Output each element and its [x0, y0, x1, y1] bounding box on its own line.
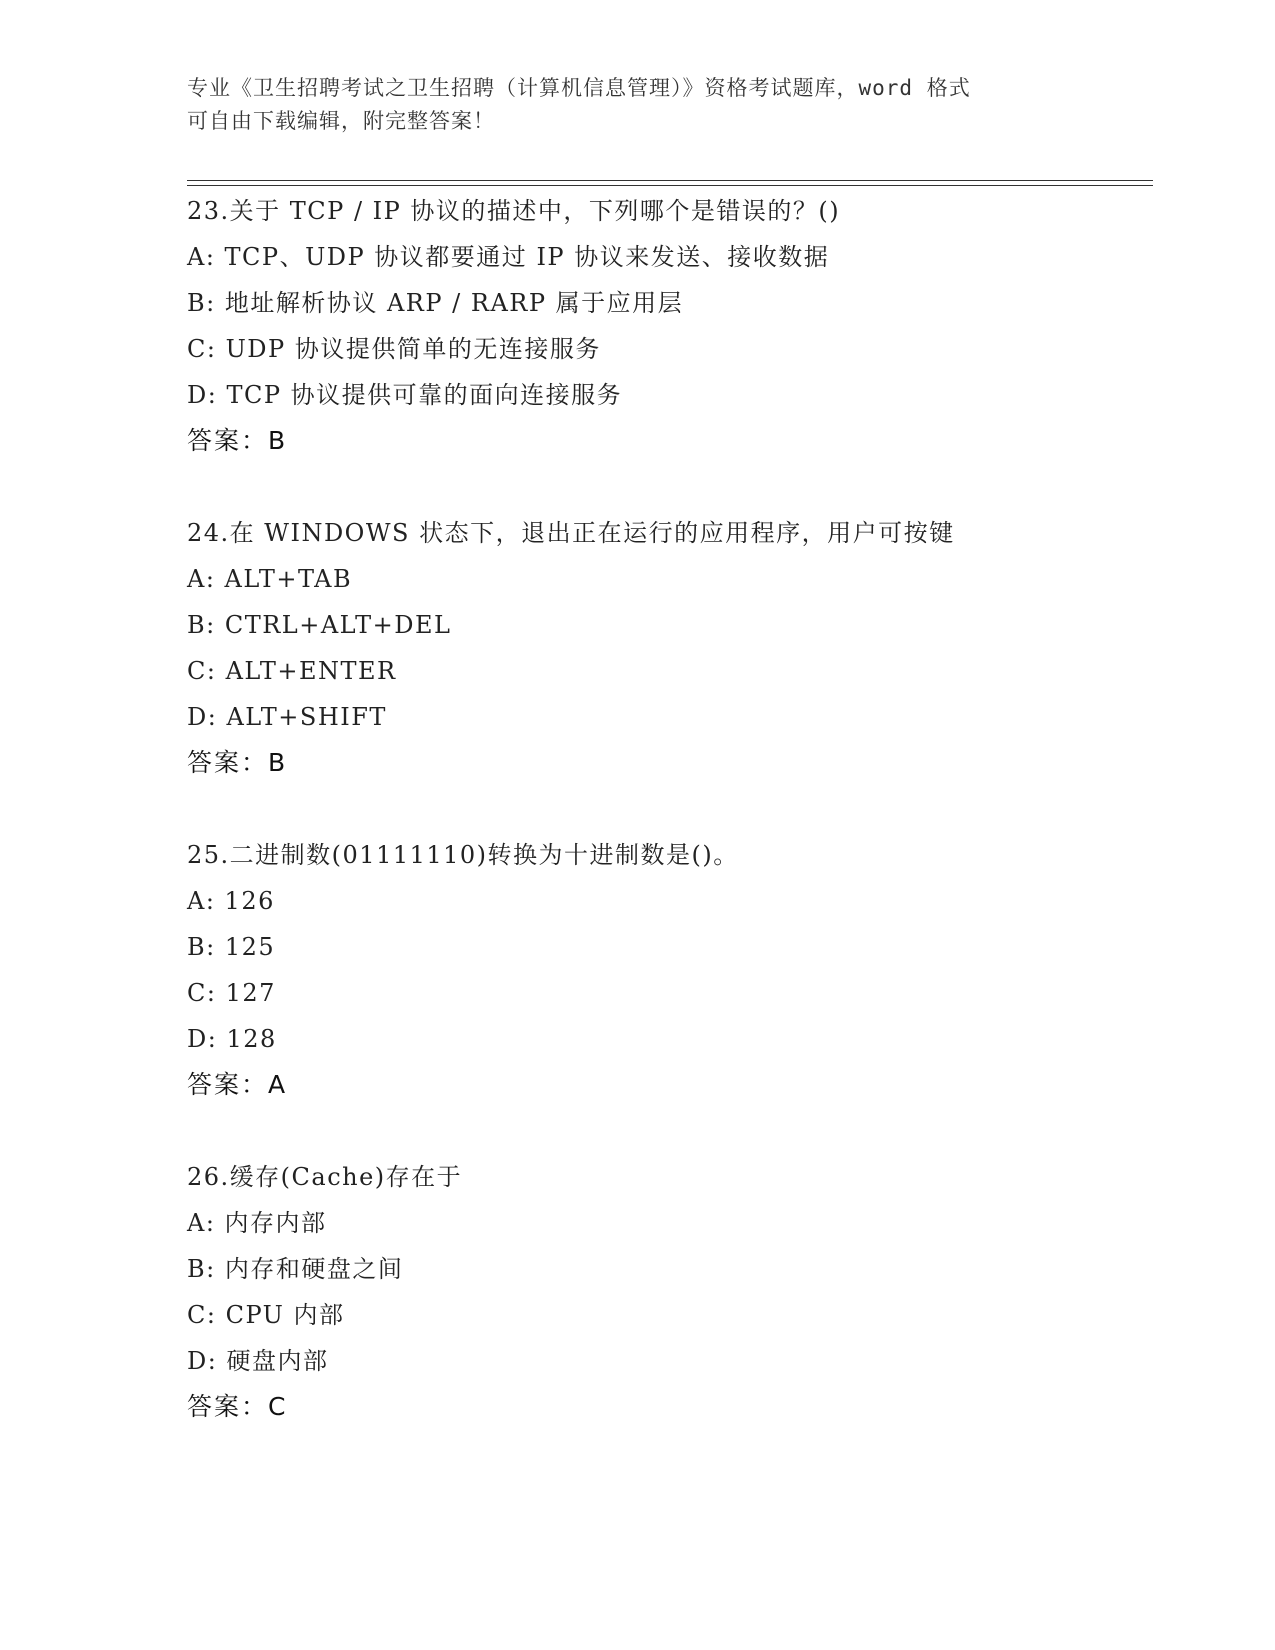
option-a: A: TCP、UDP 协议都要通过 IP 协议来发送、接收数据 [187, 243, 830, 271]
question-stem: 24.在 WINDOWS 状态下，退出正在运行的应用程序，用户可按键 [187, 519, 955, 547]
option-c: C: UDP 协议提供简单的无连接服务 [187, 335, 601, 363]
document-header [187, 72, 1087, 138]
option-c: C: 127 [187, 979, 276, 1007]
option-d: D: ALT+SHIFT [187, 703, 387, 731]
answer-label: 答案：B [187, 748, 288, 777]
option-c: C: ALT+ENTER [187, 657, 397, 685]
question-stem: 23.关于 TCP / IP 协议的描述中，下列哪个是错误的？() [187, 197, 841, 225]
option-d: D: TCP 协议提供可靠的面向连接服务 [187, 381, 623, 409]
answer-label: 答案：C [187, 1392, 288, 1421]
header-line-1: 专业《卫生招聘考试之卫生招聘（计算机信息管理）》资格考试题库，word 格式 [187, 76, 971, 100]
question-stem: 25.二进制数(01111110)转换为十进制数是()。 [187, 841, 739, 869]
option-c: C: CPU 内部 [187, 1301, 345, 1329]
header-divider-bottom [187, 185, 1153, 186]
header-line-2: 可自由下载编辑，附完整答案！ [187, 109, 495, 133]
question-stem: 26.缓存(Cache)存在于 [187, 1163, 463, 1191]
answer-label: 答案：B [187, 426, 288, 455]
question-26 [187, 1154, 1167, 1430]
option-b: B: 内存和硬盘之间 [187, 1255, 404, 1283]
header-divider-top [187, 180, 1153, 181]
question-24 [187, 510, 1167, 786]
option-b: B: 地址解析协议 ARP / RARP 属于应用层 [187, 289, 684, 317]
option-d: D: 硬盘内部 [187, 1347, 329, 1375]
option-a: A: ALT+TAB [187, 565, 353, 593]
option-b: B: 125 [187, 933, 276, 961]
option-a: A: 126 [187, 887, 275, 915]
option-a: A: 内存内部 [187, 1209, 327, 1237]
answer-label: 答案：A [187, 1070, 288, 1099]
option-b: B: CTRL+ALT+DEL [187, 611, 452, 639]
question-23 [187, 188, 1167, 464]
option-d: D: 128 [187, 1025, 277, 1053]
question-25 [187, 832, 1167, 1108]
